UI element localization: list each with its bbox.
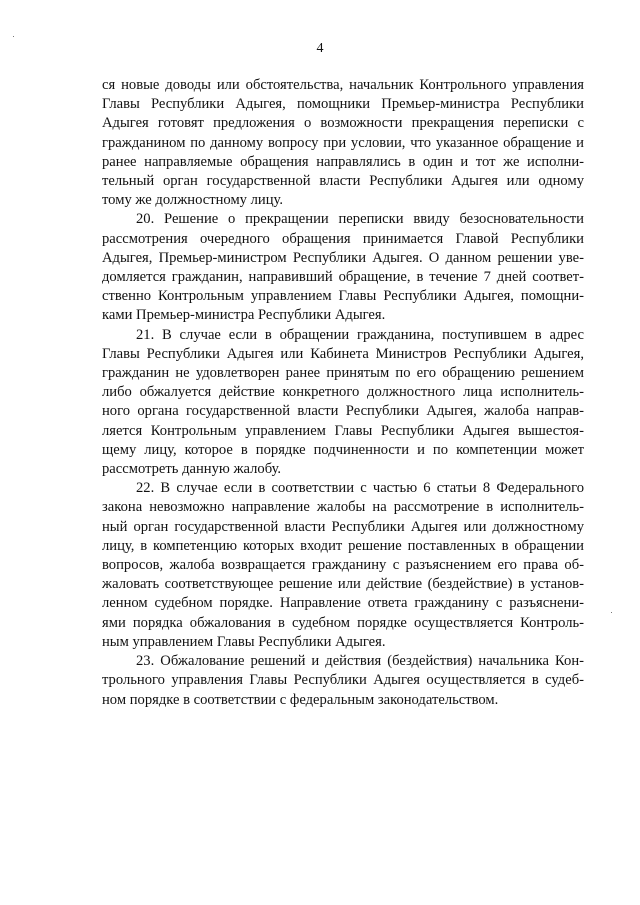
paragraph-line: ном порядке в соответствии с федеральным законодательством. (102, 691, 499, 708)
paragraph-line: 23. Обжалование решений и действия (бездействия) начальника Кон- (136, 653, 584, 670)
paragraph-line: 20. Решение о прекращении переписки ввиду безосновательности (136, 211, 584, 228)
paragraph-line: ся новые доводы или обстоятельства, начальник Контрольного управления (102, 77, 584, 93)
paragraph (102, 76, 584, 210)
paragraph-line: 22. В случае если в соответствии с частью 6 статьи 8 Федерального (136, 480, 584, 497)
paragraph-line: лицу, в компетенцию которых входит решение поставленных в обращении (102, 537, 584, 554)
paragraph-line: вопросов, жалоба возвращается гражданину с разъяснением его права об- (102, 557, 584, 574)
paragraph-line: 21. В случае если в обращении гражданина, поступившем в адрес (136, 326, 584, 343)
paragraph-line: ями порядка обжалования в судебном порядке осуществляется Контроль- (102, 614, 584, 631)
paragraph-line: рассмотрения очередного обращения принимается Главой Республики (102, 230, 584, 247)
paragraph-line: Главы Республики Адыгея, помощники Премьер-министра Республики (102, 96, 584, 113)
scan-speck (13, 36, 14, 37)
paragraph (102, 326, 584, 480)
paragraph-line: трольного управления Главы Республики Адыгея осуществляется в судеб- (102, 672, 584, 689)
paragraph-line: ляется Контрольным управлением Главы Республики Адыгея вышестоя- (102, 422, 584, 439)
document-body (102, 76, 584, 710)
paragraph-line: ственно Контрольным управлением Главы Республики Адыгея, помощни- (102, 288, 584, 305)
paragraph-line: закона невозможно направление жалобы на рассмотрение в исполнитель- (102, 499, 584, 516)
paragraph-line: гражданин не удовлетворен ранее принятым по его обращению решением (102, 365, 584, 382)
paragraph-line: ранее направляемые обращения направлялись в один и тот же исполни- (102, 153, 584, 170)
paragraph-line: ным управлением Главы Республики Адыгея. (102, 633, 386, 650)
paragraph-line: ный орган государственной власти Республики Адыгея или должностному (102, 518, 584, 535)
paragraph-line: жаловать соответствующее решение или действие (бездействие) в установ- (102, 576, 584, 593)
paragraph (102, 210, 584, 325)
paragraph-line: гражданином по данному вопросу при условии, что указанное обращение и (102, 134, 584, 151)
paragraph (102, 652, 584, 710)
paragraph-line: ленном судебном порядке. Направление ответа гражданину с разъяснени- (102, 595, 584, 612)
paragraph-line: домляется гражданин, направивший обращение, в течение 7 дней соответ- (102, 269, 584, 286)
paragraph-line: рассмотреть данную жалобу. (102, 461, 282, 478)
paragraph-line: ного органа государственной власти Республики Адыгея, жалоба направ- (102, 403, 584, 420)
scan-speck (611, 612, 612, 613)
paragraph-line: тому же должностному лицу. (102, 192, 284, 209)
paragraph (102, 479, 584, 652)
paragraph-line: тельный орган государственной власти Республики Адыгея или одному (102, 173, 584, 190)
paragraph-line: Адыгея готовят предложения о возможности прекращения переписки с (102, 115, 584, 132)
paragraph-line: щему лицу, которое в порядке подчиненности и по компетенции может (102, 441, 584, 458)
paragraph-line: Главы Республики Адыгея или Кабинета Министров Республики Адыгея, (102, 345, 584, 362)
paragraph-line: либо обжалуется действие конкретного должностного лица исполнитель- (102, 384, 584, 401)
paragraph-line: Адыгея, Премьер-министром Республики Адыгея. О данном решении уве- (102, 249, 584, 266)
page-number: 4 (316, 41, 324, 56)
paragraph-line: ками Премьер-министра Республики Адыгея. (102, 307, 386, 324)
